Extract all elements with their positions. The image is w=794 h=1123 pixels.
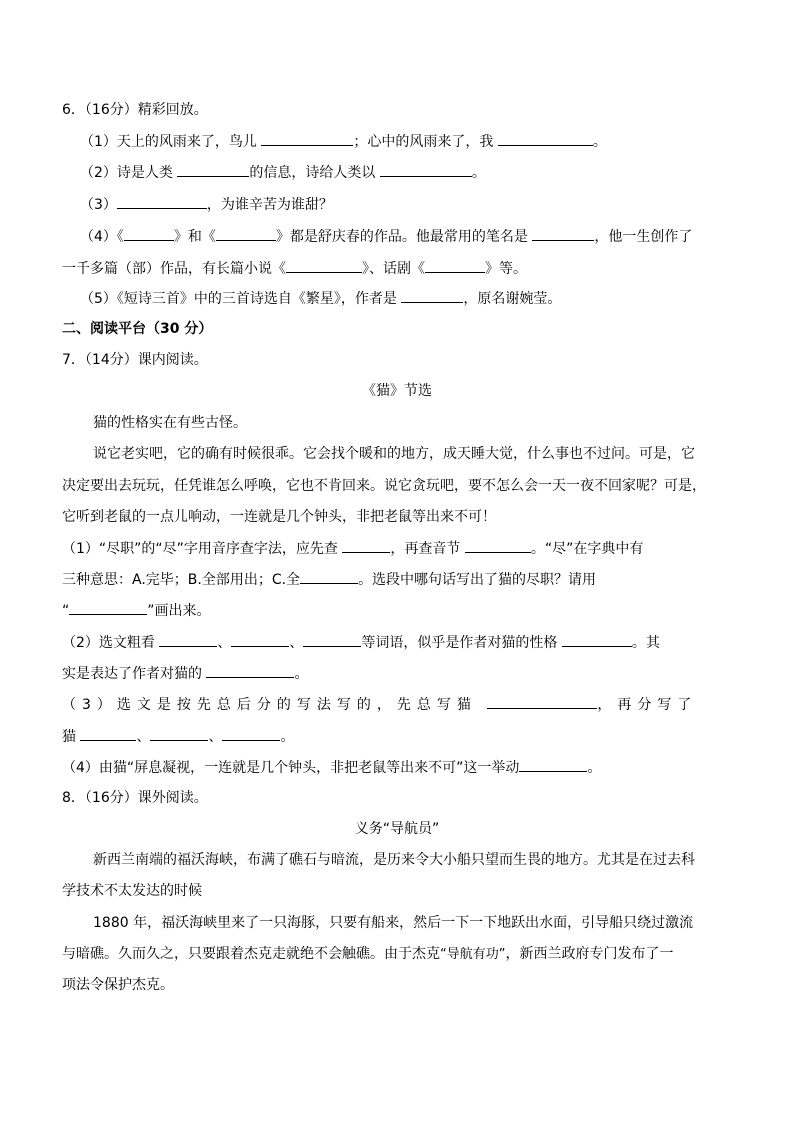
answer-blank[interactable] [177,162,249,177]
passage-line: 它听到老鼠的一点儿响动，一连就是几个钟头，非把老鼠等出来不可！ [62,509,496,525]
q6-item-2: （2）诗是人类 的信息，诗给人类以 。 [80,162,486,183]
answer-blank[interactable] [425,258,485,273]
answer-blank[interactable] [303,632,361,647]
answer-blank[interactable] [465,538,531,553]
passage-line: 与暗礁。久而久之，只要跟着杰克走就绝不会触礁。由于杰克“导航有功”，新西兰政府专门发布了一 [62,946,674,962]
answer-blank[interactable] [206,663,294,678]
q6-item-4: （4）《 》和《 》都是舒庆春的作品。他最常用的笔名是 ，他一生创作了 [80,226,692,247]
answer-blank[interactable] [222,726,280,741]
section-title: 二、阅读平台（30 分） [62,321,213,337]
answer-blank[interactable] [562,632,632,647]
passage-paragraph: 说它老实吧，它的确有时候很乖。它会找个暖和的地方，成天睡大觉，什么事也不过问。可是，它 [93,446,695,462]
q7-sub-2: （2）选文粗看 、 、 等词语，似乎是作者对猫的性格 。其 [62,632,660,653]
answer-blank[interactable] [286,258,362,273]
answer-blank[interactable] [487,694,597,709]
q7-sub-1-cont: “ ”画出来。 [62,600,211,621]
passage-paragraph: 猫的性格实在有些古怪。 [93,415,247,431]
passage-paragraph: 1880 年，福沃海峡里来了一只海豚，只要有船来，然后一下一下地跃出水面，引导船只绕过激流 [93,915,694,931]
q7-sub-3-cont: 猫 、 、 。 [62,726,294,747]
q8-header: 8．（16分）课外阅读。 [62,790,208,806]
q7-header: 7．（14分）课内阅读。 [62,352,208,368]
passage-paragraph: 新西兰南端的福沃海峡，布满了礁石与暗流，是历来令大小船只望而生畏的地方。尤其是在过去科 [93,852,695,868]
passage-title: 《猫》节选 [362,383,432,399]
passage-line: 项法令保护杰克。 [62,977,174,993]
q7-sub-1-cont: 三种意思：A.完毕；B.全部用出；C.全 。选段中哪句话写出了猫的尽职？请用 [62,569,596,590]
answer-blank[interactable] [150,726,208,741]
answer-blank[interactable] [300,569,358,584]
q6-item-4-cont: 一千多篇（部）作品，有长篇小说《 》、话剧《 》等。 [62,258,527,279]
answer-blank[interactable] [117,194,207,209]
answer-blank[interactable] [216,226,276,241]
answer-blank[interactable] [519,757,587,772]
answer-blank[interactable] [231,632,289,647]
answer-blank[interactable] [69,600,147,615]
answer-blank[interactable] [380,162,472,177]
passage-line: 决定要出去玩玩，任凭谁怎么呼唤，它也不肯回来。说它贪玩吧，要不怎么会一天一夜不回家呢？可是， [62,478,706,494]
answer-blank[interactable] [498,131,593,146]
q6-item-1: （1）天上的风雨来了，鸟儿 ；心中的风雨来了，我 。 [80,131,607,152]
q7-sub-3: （3）选文是按先总后分的写法写的，先总写猫 ，再分写了 [62,694,697,715]
q7-sub-1: （1）“尽职”的“尽”字用音序查字法，应先查 ，再查音节 。“尽”在字典中有 [62,538,643,559]
q6-item-5: （5）《短诗三首》中的三首诗选自《繁星》，作者是 ，原名谢婉莹。 [80,288,561,309]
answer-blank[interactable] [124,226,174,241]
answer-blank[interactable] [261,131,353,146]
q7-sub-2-cont: 实是表达了作者对猫的 。 [62,663,308,684]
answer-blank[interactable] [80,726,136,741]
passage-line: 学技术不太发达的时候 [62,883,202,899]
answer-blank[interactable] [532,226,594,241]
answer-blank[interactable] [342,538,390,553]
passage-title: 义务“导航员” [354,821,440,837]
q6-item-3: （3） ，为谁辛苦为谁甜？ [80,194,333,215]
q6-header: 6．（16分）精彩回放。 [62,102,208,118]
q7-sub-4: （4）由猫“屏息凝视，一连就是几个钟头，非把老鼠等出来不可”这一举动 。 [62,757,601,778]
answer-blank[interactable] [159,632,217,647]
answer-blank[interactable] [401,288,463,303]
